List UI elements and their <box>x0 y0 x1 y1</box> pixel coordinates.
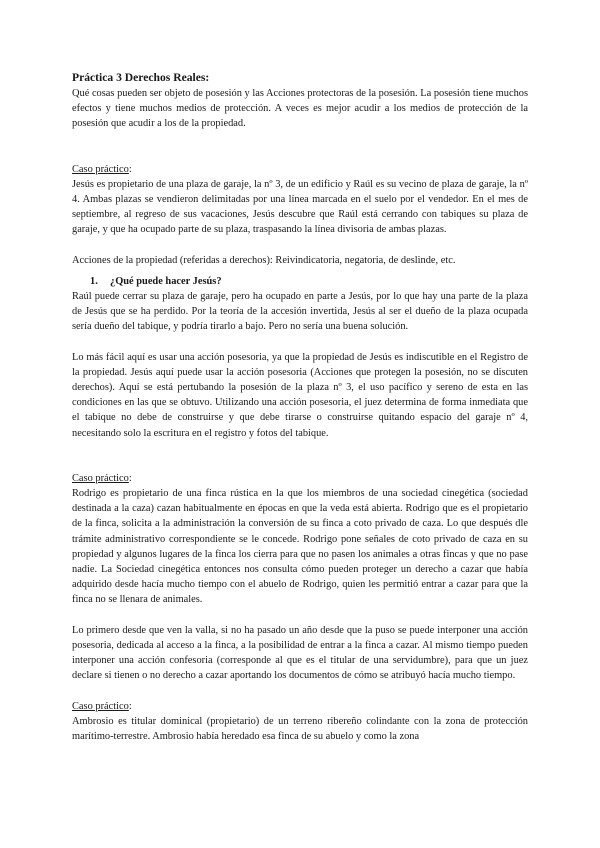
case-label-1: Caso práctico <box>72 163 129 175</box>
case-label-3: Caso práctico <box>72 700 129 712</box>
question-text: ¿Qué puede hacer Jesús? <box>110 275 222 287</box>
case-2-text: Rodrigo es propietario de una finca rústica en la que los miembros de una sociedad cinegética (sociedad destinada a la caza) cazan habitualmente en épocas en que la veda está abierta. Rodrigo que es el propietario de la finca, solicita a la administración la conversión de su finca a coto privado de caza. Lo que después dle trámite administrativo correspondiente se le concede. Rodrigo pone señales de coto privado de caza en su propiedad y algunos lugares de la finca los cierra para que no pasen los animales a otras fincas y que no pase nadie. La Sociedad cinegética entonces nos consulta cómo pueden proteger un derecho a cazar que había adquirido desde hacía mucho tiempo con el abuelo de Rodrigo, quien les permitió entrar a cazar para que la finca no se llenara de animales. <box>72 488 528 606</box>
case-3-text: Ambrosio es titular dominical (propietario) de un terreno ribereño colindante con la zona de protección marítimo-terrestre. Ambrosio había heredado esa finca de su abuelo y como la zona <box>72 715 528 742</box>
document-title: Práctica 3 Derechos Reales: <box>72 71 210 84</box>
question-number: 1. <box>90 275 98 287</box>
case-1-text: Jesús es propietario de una plaza de garaje, la nº 3, de un edificio y Raúl es su vecino de plaza de garaje, la nº 4. Ambas plazas se vendieron delimitadas por una línea marcada en el suelo por el vendedor. En el mes de septiembre, al regreso de sus vacaciones, Jesús descubre que Raúl está cerrando con tabiques su plaza de garaje, y que ha ocupado parte de su plaza, traspasando la línea divisoria de ambas plazas. <box>72 178 528 236</box>
case-label-2: Caso práctico <box>72 472 129 484</box>
case-1-answer-2: Lo más fácil aquí es usar una acción posesoria, ya que la propiedad de Jesús es indiscutible en el Registro de la propiedad. Jesús aquí puede usar la acción posesoria (Acciones que protegen la posesión, no se discuten derechos). Aquí se está pertubando la posesión de la plaza nº 3, el uso pacífico y sereno de esta en las condiciones en las que se obtuvo. Utilizando una acción posesoria, el juez determina de forma inmediata que el tabique no debe de construirse y que debe tirarse o construirse quitando espacio del garaje nº 4, necesitando solo la escritura en el registro y fotos del tabique. <box>72 351 528 439</box>
document-page: Práctica 3 Derechos Reales: Qué cosas pueden ser objeto de posesión y las Acciones protectoras de la posesión. La posesión tiene muchos efectos y tiene muchos medios de protección. A veces es mejor acudir a los medios de protección de la posesión que acudir a los de la propiedad. Caso práctico: Jesús es propietario de una plaza de garaje, la nº 3, de un edificio y Raúl es su vecino de plaza de garaje, la nº 4. Ambas plazas se vendieron delimitadas por una línea marcada en el suelo por el vendedor. En el mes de septiembre, al regreso de sus vacaciones, Jesús descubre que Raúl está cerrando con tabiques su plaza de garaje, y que ha ocupado parte de su plaza, traspasando la línea divisoria de ambas plazas. Acciones de la propiedad (referidas a derechos): Reivindicatoria, negatoria, de deslinde, etc. 1. ¿Qué puede hacer Jesús? Raúl puede cerrar su plaza de garaje, pero ha ocupado en parte a Jesús, por lo que hay una parte de la plaza de Jesús que se ha perdido. Por la teoría de la accesión invertida, Jesús al ser el dueño de la plaza ocupada sería dueño del tabique, y podría tirarlo a bajo. Pero no sería una buena solución. Lo más fácil aquí es usar una acción posesoria, ya que la propiedad de Jesús es indiscutible en el Registro de la propiedad. Jesús aquí puede usar la acción posesoria (Acciones que protegen la posesión, no se discuten derechos). Aquí se está pertubando la posesión de la plaza nº 3, el uso pacífico y sereno de esta en las condiciones en las que se obtuvo. Utilizando una acción posesoria, el juez determina de forma inmediata que el tabique no debe de construirse y que debe tirarse o construirse quitando espacio del garaje nº 4, necesitando solo la escritura en el registro y fotos del tabique. Caso práctico: Rodrigo es propietario de una finca rústica en la que los miembros de una sociedad cinegética (sociedad destinada a la caza) cazan habitualmente en épocas en que la veda está abierta. Rodrigo que es el propietario de la finca, solicita a la administración la conversión de su finca a coto privado de caza. Lo que después dle trámite administrativo correspondiente se le concede. Rodrigo pone señales de coto privado de caza en su propiedad y algunos lugares de la finca los cierra para que no pasen los animales a otras fincas y que no pase nadie. La Sociedad cinegética entonces nos consulta cómo pueden proteger un derecho a cazar que había adquirido desde hacía mucho tiempo con el abuelo de Rodrigo, quien les permitió entrar a cazar para que la finca no se llenara de animales. Lo primero desde que ven la valla, si no ha pasado un año desde que la puso se puede interponer una acción posesoria, dedicada al acceso a la finca, a la posibilidad de entrar a la finca a cazar. Al mismo tiempo pueden interponer una acción confesoria (corresponde al que es el titular de una servidumbre), para que un juez declare si tienen o no derecho a cazar aportando los documentos de cómo se atribuyó hacía mucho tiempo. Caso práctico: Ambrosio es titular dominical (propietario) de un terreno ribereño colindante con la zona de protección marítimo-terrestre. Ambrosio había heredado esa finca de su abuelo y como la zona <box>72 70 528 744</box>
case-2-answer: Lo primero desde que ven la valla, si no ha pasado un año desde que la puso se puede interponer una acción posesoria, dedicada al acceso a la finca, a la posibilidad de entrar a la finca a cazar. Al mismo tiempo pueden interponer una acción confesoria (corresponde al que es el titular de una servidumbre), para que un juez declare si tienen o no derecho a cazar aportando los documentos de cómo se atribuyó hacía mucho tiempo. <box>72 624 528 682</box>
actions-paragraph: Acciones de la propiedad (referidas a derechos): Reivindicatoria, negatoria, de deslinde, etc. <box>72 254 456 266</box>
case-1-answer-1: Raúl puede cerrar su plaza de garaje, pero ha ocupado en parte a Jesús, por lo que hay una parte de la plaza de Jesús que se ha perdido. Por la teoría de la accesión invertida, Jesús al ser el dueño de la plaza ocupada sería dueño del tabique, y podría tirarlo a bajo. Pero no sería una buena solución. <box>72 291 528 333</box>
intro-paragraph: Qué cosas pueden ser objeto de posesión y las Acciones protectoras de la posesión. La posesión tiene muchos efectos y tiene muchos medios de protección. A veces es mejor acudir a los medios de protección de la posesión que acudir a los de la propiedad. <box>72 88 528 130</box>
question-1 <box>72 274 528 289</box>
